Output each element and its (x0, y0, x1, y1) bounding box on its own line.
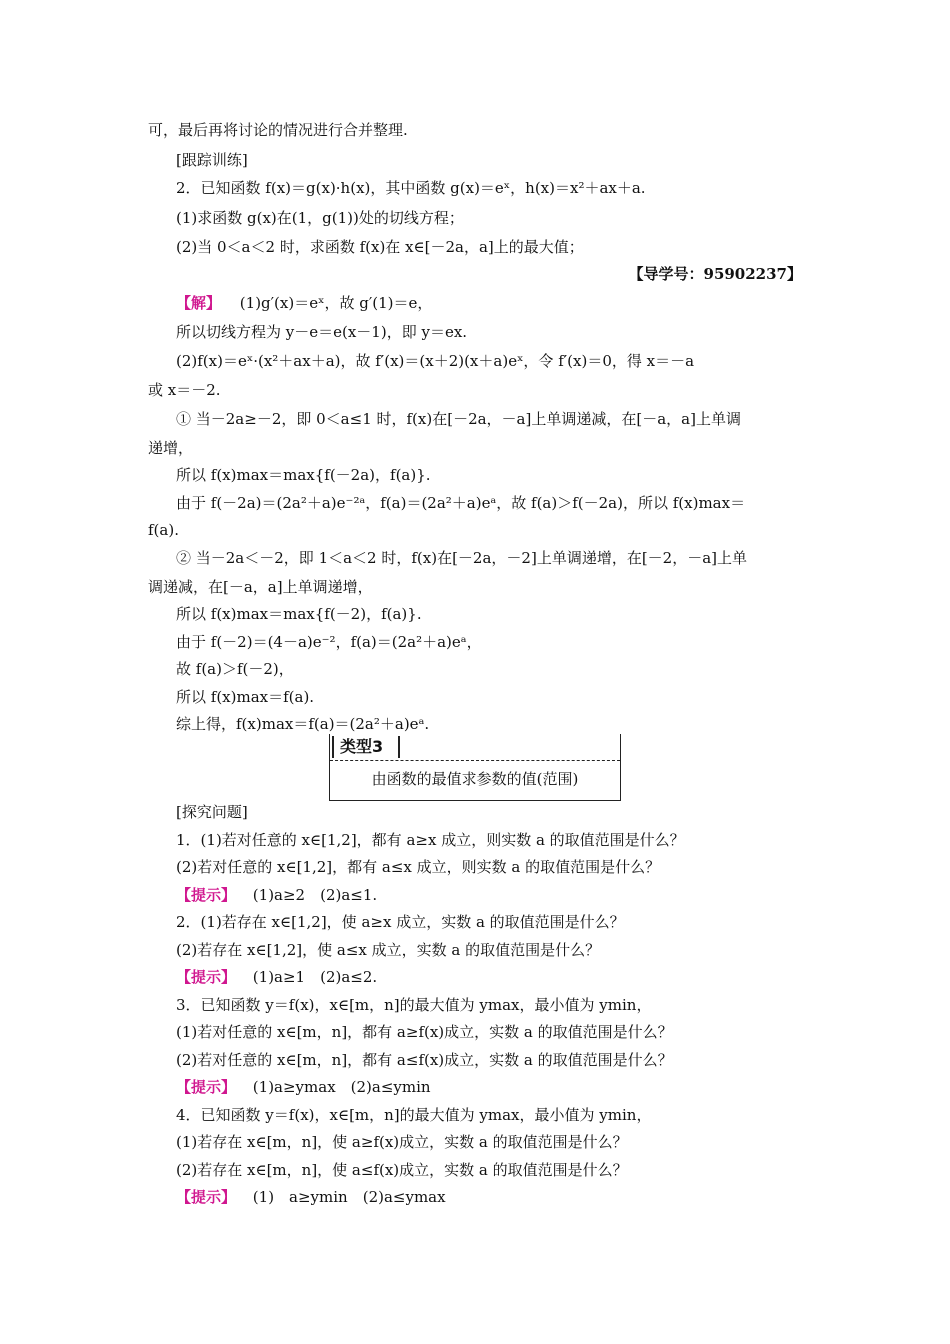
solution-tag: 【解】 (176, 294, 222, 312)
type-subtitle: 由函数的最值求参数的值(范围) (371, 770, 579, 788)
type-heading-box (329, 734, 621, 801)
text-line: ① 当－2a≥－2，即 0＜a≤1 时，f(x)在[－2a，－a]上单调递减，在[－a，a]上单调 (176, 410, 741, 428)
section-label: [探究问题] (176, 803, 248, 821)
question-line: (2)若存在 x∈[m，n]，使 a≤f(x)成立，实数 a 的取值范围是什么？ (176, 1161, 628, 1179)
question-line: (2)若对任意的 x∈[1,2]，都有 a≤x 成立，则实数 a 的取值范围是什么？ (176, 858, 661, 876)
problem-statement: 2．已知函数 f(x)＝g(x)·h(x)，其中函数 g(x)＝eˣ，h(x)＝x²＋ax＋a. (176, 179, 646, 197)
hint-text: (1)a≥2 (2)a≤1. (252, 886, 378, 904)
text-line: 调递减，在[－a，a]上单调递增， (148, 578, 373, 596)
text-line: 由于 f(－2)＝(4－a)e⁻²，f(a)＝(2a²＋a)eᵃ， (176, 633, 482, 651)
hint-tag: 【提示】 (176, 886, 237, 904)
text-line: 所以切线方程为 y－e＝e(x－1)，即 y＝ex. (176, 323, 468, 341)
text-line: 所以 f(x)max＝f(a). (176, 688, 315, 706)
hint-line (176, 1077, 431, 1097)
hint-text: (1)a≥ymax (2)a≤ymin (252, 1078, 431, 1096)
text-line: 递增， (148, 439, 194, 457)
question-line: (1)若存在 x∈[m，n]，使 a≥f(x)成立，实数 a 的取值范围是什么？ (176, 1133, 628, 1151)
hint-tag: 【提示】 (176, 1078, 237, 1096)
question-line: 3．已知函数 y＝f(x)，x∈[m，n]的最大值为 ymax，最小值为 ymin， (176, 996, 652, 1014)
text-line: (2)f(x)＝eˣ·(x²＋ax＋a)，故 f′(x)＝(x＋2)(x＋a)eˣ，令 f′(x)＝0，得 x＝－a (176, 352, 695, 370)
text-line: 可，最后再将讨论的情况进行合并整理. (148, 121, 408, 139)
text-line: ② 当－2a＜－2，即 1＜a＜2 时，f(x)在[－2a，－2]上单调递增，在[－2，－a]上单 (176, 549, 748, 567)
question-line: 4．已知函数 y＝f(x)，x∈[m，n]的最大值为 ymax，最小值为 ymin， (176, 1106, 652, 1124)
reference-number: 【导学号：95902237】 (628, 265, 802, 283)
solution-line (176, 293, 432, 313)
text-line: 所以 f(x)max＝max{f(－2)，f(a)}. (176, 605, 422, 623)
section-label: [跟踪训练] (176, 151, 248, 169)
text-line: 由于 f(－2a)＝(2a²＋a)e⁻²ᵃ，f(a)＝(2a²＋a)eᵃ，故 f(a)＞f(－2a)，所以 f(x)max＝ (176, 494, 746, 512)
hint-text: (1) a≥ymin (2)a≤ymax (252, 1188, 446, 1206)
text-line: 所以 f(x)max＝max{f(－2a)，f(a)}. (176, 466, 431, 484)
hint-tag: 【提示】 (176, 968, 237, 986)
problem-part: (1)求函数 g(x)在(1，g(1))处的切线方程； (176, 209, 464, 227)
hint-line (176, 885, 377, 905)
text-line: 或 x＝－2. (148, 381, 221, 399)
question-line: (2)若对任意的 x∈[m，n]，都有 a≤f(x)成立，实数 a 的取值范围是什么？ (176, 1051, 673, 1069)
text-line: 故 f(a)＞f(－2)， (176, 660, 294, 678)
solution-text: (1)g′(x)＝eˣ，故 g′(1)＝e， (239, 294, 433, 312)
hint-tag: 【提示】 (176, 1188, 237, 1206)
question-line: 2．(1)若存在 x∈[1,2]，使 a≥x 成立，实数 a 的取值范围是什么？ (176, 913, 625, 931)
hint-text: (1)a≥1 (2)a≤2. (252, 968, 378, 986)
hint-line (176, 967, 377, 987)
problem-part: (2)当 0＜a＜2 时，求函数 f(x)在 x∈[－2a，a]上的最大值； (176, 238, 584, 256)
type-heading-bar (330, 734, 620, 761)
type-label: 类型3 (340, 737, 384, 756)
question-line: (1)若对任意的 x∈[m，n]，都有 a≥f(x)成立，实数 a 的取值范围是什么？ (176, 1023, 673, 1041)
text-line: 综上得，f(x)max＝f(a)＝(2a²＋a)eᵃ. (176, 715, 430, 733)
question-line: (2)若存在 x∈[1,2]，使 a≤x 成立，实数 a 的取值范围是什么？ (176, 941, 601, 959)
hint-line (176, 1187, 446, 1207)
text-line: f(a). (148, 521, 179, 539)
question-line: 1．(1)若对任意的 x∈[1,2]，都有 a≥x 成立，则实数 a 的取值范围是什么？ (176, 831, 685, 849)
